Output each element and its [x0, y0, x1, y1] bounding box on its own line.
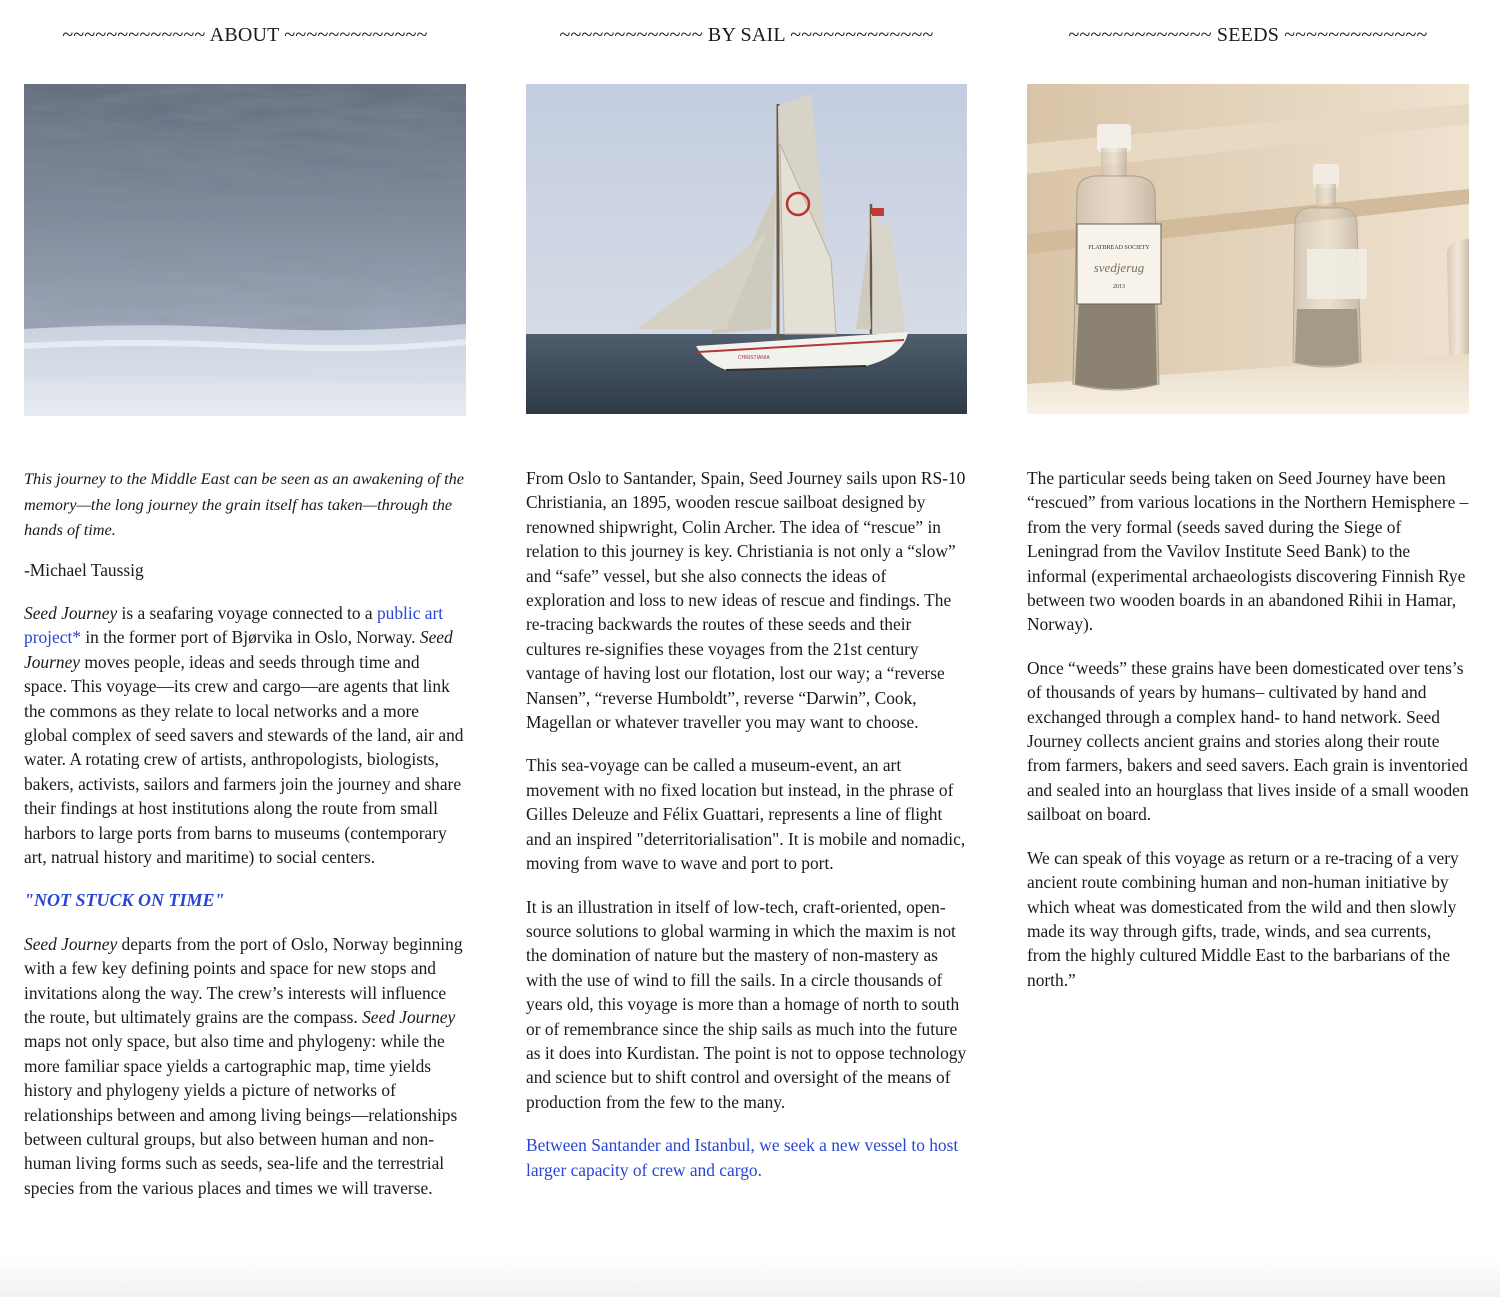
label-svedjerug: svedjerug [1093, 260, 1145, 275]
ocean-photo [24, 84, 466, 416]
new-vessel-link[interactable]: Between Santander and Istanbul, we seek a new vessel to host larger capacity of crew and cargo. [526, 1135, 959, 1180]
by-sail-text [526, 466, 967, 1201]
label-society: FLATBREAD SOCIETY [1088, 245, 1150, 251]
bottom-fade [0, 1257, 1500, 1297]
quote-author: -Michael Taussig [24, 559, 144, 580]
about-column [24, 0, 466, 1198]
seeds-paragraph-1: The particular seeds being taken on Seed Journey have been “rescued” from various locations in the Northern Hemisphere – from the very formal (seeds saved during the Siege of Leningrad from the Vavilov Institute Seed Bank) to the informal (experimental archaeologists discovering Finnish Rye between two wooden boards in an abandoned Rihii in Hamar, Norway). [1027, 468, 1469, 635]
seed-journey-title: Seed Journey [24, 627, 453, 672]
ocean-image [24, 84, 466, 416]
seeds-heading: ~~~~~~~~~~~~~ SEEDS ~~~~~~~~~~~~~ [1068, 24, 1428, 46]
about-heading: ~~~~~~~~~~~~~ ABOUT ~~~~~~~~~~~~~ [62, 24, 428, 46]
by-sail-heading: ~~~~~~~~~~~~~ BY SAIL ~~~~~~~~~~~~~ [559, 24, 934, 46]
by-sail-paragraph-1: From Oslo to Santander, Spain, Seed Journey sails upon RS-10 Christiania, an 1895, wooden rescue sailboat designed by renowned shipwright, Colin Archer. The idea of “rescue” in relation to this journey is key. Christiania is not only a “slow” and “safe” vessel, but she also connects the ideas of exploration and loss to new ideas of rescue and findings. The re-tracing backwards the routes of these seeds and their cultures re-signifies these voyages from the 21st century vantage of having lost our flotation, lost our way; a “reverse Nansen”, “reverse Humboldt”, reverse “Darwin”, Cook, Magellan or whatever traveller you may want to choose. [526, 468, 966, 733]
about-paragraph-2 [24, 932, 466, 1200]
public-art-project-link[interactable]: public art project* [24, 602, 444, 648]
label-year: 2013 [1113, 284, 1125, 290]
hull-name: CHRISTIANIA [738, 355, 770, 361]
seeds-text [1027, 466, 1469, 1011]
by-sail-link-paragraph [526, 1133, 967, 1182]
about-p2-text-b: maps not only space, but also time and phylogeny: while the more familiar space yields a cartographic map, time yields history and phylogeny yields a picture of networks of relationships between and among living beings—relationships between cultural groups, but also between human and non-human living forms such as seeds, sea-life and the terrestrial species from the various places and times we will traverse. [24, 1031, 458, 1198]
about-p1-text-b: in the former port of Bjørvika in Oslo, Norway. [80, 627, 420, 648]
seeds-paragraph-2: Once “weeds” these grains have been domesticated over tens’s of thousands of years by humans– cultivated by hand and exchanged through a complex hand- to hand network. Seed Journey collects ancient grains and stories along their route from farmers, bakers and seed savers. Each grain is inventoried and sealed into an hourglass that lives inside of a small wooden sailboat on board. [1027, 657, 1469, 825]
sailboat-photo [526, 84, 967, 414]
about-p1-text-c: moves people, ideas and seeds through time and space. This voyage—its crew and cargo—are agents that link the commons as they relate to local networks and a more global complex of seed savers and stewards of the land, air and water. A rotating crew of artists, anthropologists, biologists, bakers, activists, sailors and farmers join the journey and share their findings at host institutions along the route from small harbors to large ports from barns to museums (contemporary art, natrual history and maritime) to social centers. [24, 651, 464, 867]
seed-bottles-photo [1027, 84, 1469, 414]
by-sail-paragraph-3: It is an illustration in itself of low-tech, craft-oriented, open-source solutions to global warming in which the maxim is not the domination of nature but the mastery of non-mastery as with the use of wind to fill the sails. In a circle thousands of years old, this voyage is more than a homage of north to south or of remembrance since the ship sails as much into the future as it does into Kurdistan. The point is not to oppose technology and science but to shift control and oversight of the means of production from the few to the many. [526, 896, 967, 1112]
seed-journey-title: Seed Journey [362, 1007, 456, 1027]
by-sail-paragraph-2: This sea-voyage can be called a museum-event, an art movement with no fixed location but instead, in the phrase of Gilles Deleuze and Félix Guattari, represents a line of flight and an inspired "deterritorialisation". It is mobile and nomadic, moving from wave to wave and port to port. [526, 755, 966, 874]
about-p2-text-a: departs from the port of Oslo, Norway beginning with a few key defining points and space for new stops and invitations along the way. The crew’s interests will influence the route, but ultimately grains are the compass. [24, 933, 463, 1027]
about-p1-text-a: is a seafaring voyage connected to a [117, 602, 377, 623]
taussig-quote: This journey to the Middle East can be seen as an awakening of the memory—the long journey the grain itself has taken—through the hands of time. [24, 469, 464, 539]
about-text [24, 466, 466, 1219]
seeds-paragraph-3: We can speak of this voyage as return or a re-tracing of a very ancient route combining human and non-human initiative by which wheat was domesticated from the wild and then slowly made its way through gifts, trade, winds, and sea currents, from the highly cultured Middle East to the barbarians of the north.” [1027, 847, 1459, 990]
by-sail-column [526, 0, 967, 1180]
about-paragraph-1 [24, 601, 466, 869]
not-stuck-on-time-callout: "NOT STUCK ON TIME" [24, 890, 225, 911]
seeds-column [1027, 0, 1469, 990]
seed-journey-title: Seed Journey [24, 933, 118, 954]
seed-bottles-image [1027, 84, 1469, 414]
seed-journey-title: Seed Journey [24, 602, 118, 623]
sailboat-image [526, 84, 967, 414]
